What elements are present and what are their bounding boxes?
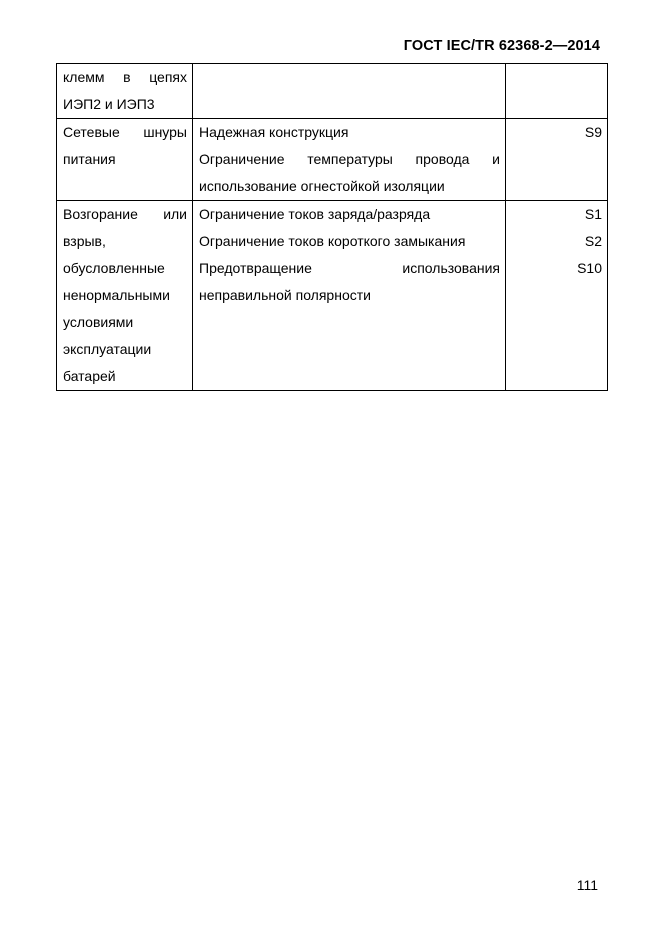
cell-line: Возгорание или (63, 206, 187, 222)
requirements-table (56, 63, 608, 391)
page-number: 111 (576, 877, 598, 893)
table-row (57, 119, 608, 201)
safeguard-code: S1 (584, 206, 602, 222)
cell-line: Ограничение токов заряда/разряда (199, 206, 431, 222)
cell-line: Надежная конструкция (199, 124, 349, 140)
safeguard-cell (506, 119, 608, 201)
cell-line: использование огнестойкой изоляции (199, 178, 445, 194)
table-row (57, 201, 608, 391)
cell-line: клемм в цепях (63, 69, 187, 85)
safeguard-code: S10 (577, 260, 602, 276)
cell-line: ИЭП2 и ИЭП3 (63, 96, 155, 112)
hazard-cell (57, 119, 193, 201)
cell-line: обусловленные (63, 260, 165, 276)
table-row (57, 64, 608, 119)
safeguard-cell (506, 201, 608, 391)
cell-line: взрыв, (63, 233, 106, 249)
cell-line: Ограничение токов короткого замыкания (199, 233, 466, 249)
measure-cell (193, 201, 506, 391)
cell-line: Предотвращение использования (199, 260, 500, 276)
cell-line: ненормальными (63, 287, 170, 303)
cell-line: условиями (63, 314, 134, 330)
document-header: ГОСТ IEC/TR 62368-2—2014 (403, 38, 600, 54)
cell-line: Сетевые шнуры (63, 124, 187, 140)
hazard-cell (57, 64, 193, 119)
safeguard-code: S9 (584, 124, 602, 140)
cell-line: Ограничение температуры провода и (199, 151, 500, 167)
cell-line: неправильной полярности (199, 287, 371, 303)
measure-cell (193, 119, 506, 201)
safeguard-code: S2 (584, 233, 602, 249)
hazard-cell (57, 201, 193, 391)
safeguard-cell (506, 64, 608, 119)
cell-line: питания (63, 151, 116, 167)
cell-line: эксплуатации (63, 341, 152, 357)
cell-line: батарей (63, 368, 116, 384)
measure-cell (193, 64, 506, 119)
